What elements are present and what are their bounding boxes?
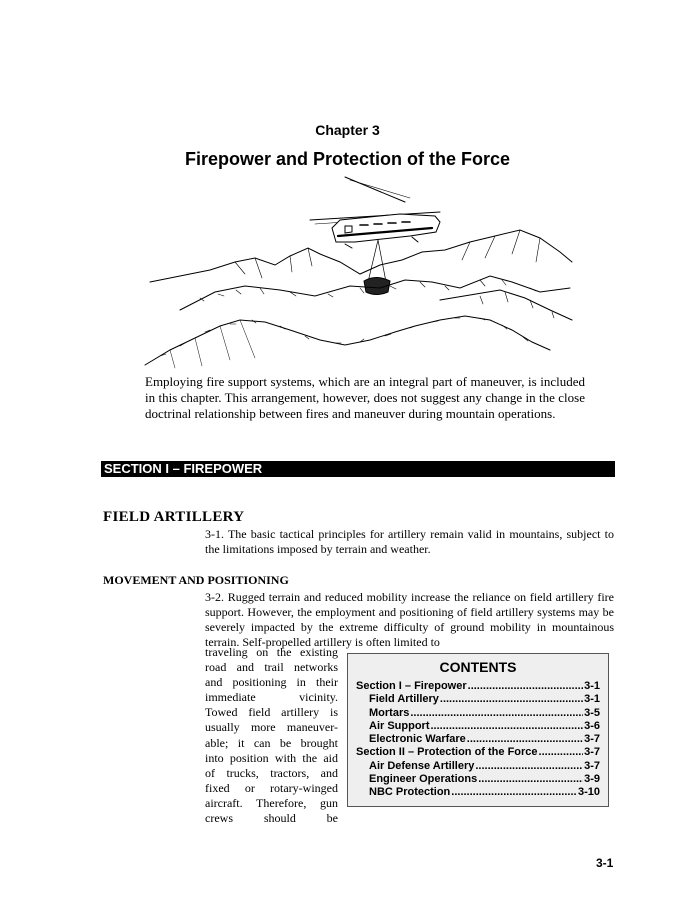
toc-page: 3-6: [584, 719, 600, 732]
paragraph-3-1: 3-1. The basic tactical principles for artillery remain valid in mountains, subject to the limitations imposed by terrain and weather.: [205, 527, 614, 556]
text-line: immediate vicinity.: [205, 690, 338, 705]
text-line: usually more maneuver-: [205, 720, 338, 735]
toc-entry-field-artillery[interactable]: [369, 693, 600, 706]
toc-entry-section-2[interactable]: [356, 746, 600, 759]
toc-label: Section II – Protection of the Force: [356, 746, 538, 759]
text-line: of trucks, tractors, and: [205, 765, 338, 780]
page-number: 3-1: [596, 856, 614, 870]
toc-leader: [539, 746, 584, 759]
toc-leader: [410, 707, 583, 720]
toc-leader: [451, 786, 577, 799]
toc-page: 3-10: [577, 786, 600, 799]
toc-page: 3-7: [584, 759, 600, 772]
toc-entry-engineer-operations[interactable]: [369, 773, 600, 786]
paragraph-3-2-continued: [205, 645, 338, 826]
text-line: and positioning in their: [205, 675, 338, 690]
toc-page: 3-7: [584, 746, 600, 759]
toc-label: Field Artillery: [369, 693, 439, 706]
toc-page: 3-7: [584, 733, 600, 746]
text-line: traveling on the existing: [205, 645, 338, 659]
toc-label: Section I – Firepower: [356, 680, 467, 692]
toc-page: 3-1: [584, 680, 600, 692]
contents-title: CONTENTS: [439, 659, 517, 675]
section-bar: SECTION I – FIREPOWER: [101, 461, 615, 477]
toc-label: Mortars: [369, 706, 410, 719]
text-line: aircraft. Therefore, gun: [205, 795, 338, 810]
toc-leader: [440, 693, 583, 706]
toc-page: 3-9: [584, 773, 600, 786]
toc-leader: [468, 680, 583, 693]
toc-entry-electronic-warfare[interactable]: [369, 733, 600, 746]
toc-entry-nbc-protection[interactable]: [369, 786, 600, 799]
toc-leader: [467, 733, 583, 746]
toc-entry-section-1[interactable]: [356, 680, 600, 693]
text-line: crews should be: [205, 811, 338, 826]
text-line: into position with the aid: [205, 750, 338, 765]
toc-label: Electronic Warfare: [369, 733, 466, 746]
contents-box: [347, 653, 609, 807]
toc-label: Air Defense Artillery: [369, 759, 475, 772]
toc-page: 3-5: [584, 706, 600, 719]
toc-entry-air-support[interactable]: [369, 720, 600, 733]
toc-entry-air-defense-artillery[interactable]: [369, 760, 600, 773]
text-line: Towed field artillery is: [205, 705, 338, 720]
text-line: road and trail networks: [205, 660, 338, 675]
paragraph-3-2: 3-2. Rugged terrain and reduced mobility increase the reliance on field artillery fire support. However, the employment and positioning of field artillery systems may be severely impacted by the extreme difficulty of ground mobility in mountainous terrain. Self-propelled artillery is often limited to: [205, 590, 614, 649]
toc-label: NBC Protection: [369, 786, 451, 799]
toc-entry-mortars[interactable]: [369, 707, 600, 720]
chapter-title: Firepower and Protection of the Force: [184, 149, 511, 169]
intro-paragraph: Employing fire support systems, which are an integral part of maneuver, is included in this chapter. This arrangement, however, does not suggest any change in the close doctrinal relationship between fires and maneuver during mountain operations.: [145, 374, 585, 421]
heading-movement-and-positioning: MOVEMENT AND POSITIONING: [103, 573, 289, 587]
toc-leader: [475, 760, 583, 773]
toc-leader: [478, 773, 583, 786]
helicopter-over-mountains-illustration: [140, 170, 580, 375]
text-line: fixed or rotary-winged: [205, 780, 338, 795]
toc-label: Air Support: [369, 719, 430, 732]
toc-leader: [431, 720, 584, 733]
text-line: able; it can be brought: [205, 735, 338, 750]
toc-page: 3-1: [584, 693, 600, 706]
toc-label: Engineer Operations: [369, 773, 478, 786]
heading-field-artillery: FIELD ARTILLERY: [103, 509, 245, 525]
chapter-label: Chapter 3: [315, 122, 380, 138]
